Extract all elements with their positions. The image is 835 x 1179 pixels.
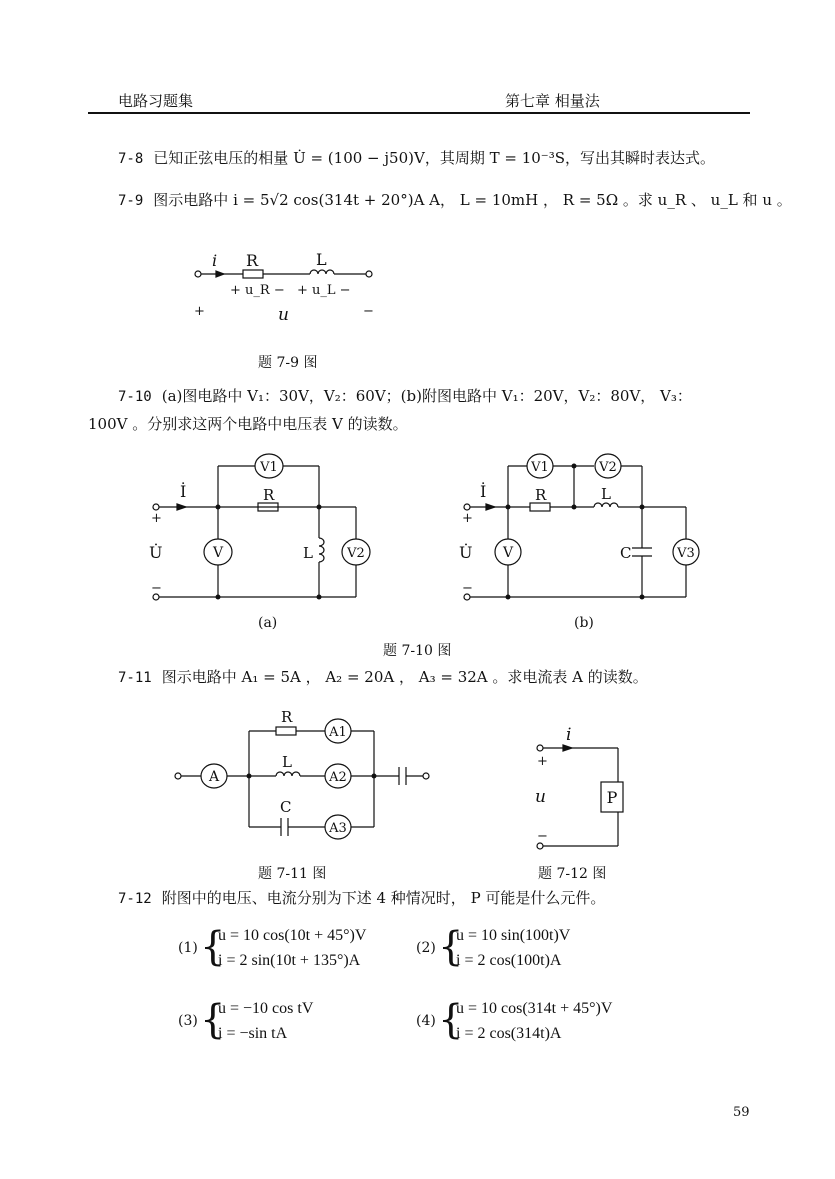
ammeter-a: A xyxy=(208,769,220,785)
voltage-expression: u = −10 cos tV xyxy=(218,1000,314,1017)
problem-text: 图示电路中 i = 5√2 cos(314t + 20°)A A， L = 10mH ， R = 5Ω 。求 u_R 、 u_L 和 u 。 xyxy=(153,191,792,209)
voltmeter-v3: V3 xyxy=(677,546,695,561)
equation-case-2: (2) { u = 10 sin(100t)V i = 2 cos(100t)A xyxy=(416,924,571,970)
voltmeter-v: V xyxy=(502,545,514,561)
case-label: (3) xyxy=(178,1013,198,1029)
minus-sign: − xyxy=(537,829,548,844)
inductor-label: L xyxy=(282,753,292,771)
problem-text: 附图中的电压、电流分别为下述 4 种情况时， P 可能是什么元件。 xyxy=(161,889,606,907)
current-expression: i = 2 cos(314t)A xyxy=(456,1025,562,1042)
current-arrow xyxy=(216,271,224,277)
voltmeter-v1: V1 xyxy=(260,460,278,475)
voltage-expression: u = 10 cos(314t + 45°)V xyxy=(456,1000,613,1017)
inductor-symbol xyxy=(310,270,334,274)
ammeter-a3: A3 xyxy=(329,821,347,836)
equation-case-4: (4) { u = 10 cos(314t + 45°)V i = 2 cos(314t)A xyxy=(416,997,613,1043)
terminal-node xyxy=(366,271,372,277)
case-label: (2) xyxy=(416,940,436,956)
current-expression: i = 2 cos(100t)A xyxy=(456,952,562,969)
resistor-label: R xyxy=(263,486,275,504)
voltage-expression: u = 10 cos(10t + 45°)V xyxy=(218,927,367,944)
page-number: 59 xyxy=(733,1105,750,1120)
inductor-label: L xyxy=(303,544,313,562)
phasor-voltage-label: U̇ xyxy=(149,543,163,562)
problem-7-11 xyxy=(118,667,648,688)
capacitor-label: C xyxy=(280,798,292,816)
problem-text-line1: (a)图电路中 V₁：30V，V₂：60V；(b)附图电路中 V₁：20V，V₂：80V， V₃： xyxy=(161,387,692,405)
inductor-label: L xyxy=(316,250,327,269)
ammeter-a1: A1 xyxy=(329,725,347,740)
plus-sign: + xyxy=(462,511,473,526)
phasor-current-label: İ xyxy=(180,482,187,501)
uR-label: + u_R − xyxy=(230,283,285,298)
figure-caption-7-10: 题 7-10 图 xyxy=(383,643,452,659)
problem-number: 7-11 xyxy=(118,670,152,686)
phasor-current-label: İ xyxy=(480,482,487,501)
equation-case-1: (1) { u = 10 cos(10t + 45°)V i = 2 sin(10t + 135°)A xyxy=(178,924,367,970)
problem-7-10-cont: 100V 。分别求这两个电路中电压表 V 的读数。 xyxy=(88,415,408,433)
resistor-label: R xyxy=(535,486,547,504)
voltmeter-v2: V2 xyxy=(347,546,365,561)
equation-case-3: (3) { u = −10 cos tV i = −sin tA xyxy=(178,997,314,1043)
phasor-voltage-label: U̇ xyxy=(459,543,473,562)
inductor-label: L xyxy=(601,485,611,503)
element-p-label: P xyxy=(606,788,618,807)
voltage-label: u xyxy=(535,787,546,807)
problem-7-10 xyxy=(118,386,692,407)
resistor-label: R xyxy=(246,251,259,270)
resistor-symbol xyxy=(243,270,263,278)
voltmeter-v: V xyxy=(212,545,224,561)
figure-caption-7-11: 题 7-11 图 xyxy=(258,866,327,882)
minus-sign: − xyxy=(151,581,162,596)
problem-number: 7-10 xyxy=(118,389,152,405)
voltmeter-v1: V1 xyxy=(531,460,549,475)
plus-sign: + xyxy=(537,754,548,769)
plus-sign: + xyxy=(151,511,162,526)
problem-number: 7-8 xyxy=(118,151,144,167)
terminal-node xyxy=(195,271,201,277)
running-header-left: 电路习题集 xyxy=(118,92,194,110)
problem-number: 7-9 xyxy=(118,193,144,209)
figure-caption-7-9: 题 7-9 图 xyxy=(258,355,318,371)
subfigure-label-b: (b) xyxy=(574,615,594,631)
plus-sign: + xyxy=(194,304,205,319)
current-label: i xyxy=(566,725,572,745)
voltmeter-v2: V2 xyxy=(599,460,617,475)
problem-number: 7-12 xyxy=(118,891,152,907)
voltage-label: u xyxy=(278,305,289,325)
current-expression: i = 2 sin(10t + 135°)A xyxy=(218,952,361,969)
voltage-expression: u = 10 sin(100t)V xyxy=(456,927,571,944)
problem-text: 已知正弦电压的相量 U̇ = (100 − j50)V，其周期 T = 10⁻³S，写出其瞬时表达式。 xyxy=(153,149,715,167)
subfigure-label-a: (a) xyxy=(258,615,278,631)
ammeter-a2: A2 xyxy=(329,770,347,785)
case-label: (1) xyxy=(178,940,198,956)
minus-sign: − xyxy=(363,304,374,319)
current-expression: i = −sin tA xyxy=(218,1025,288,1042)
capacitor-label: C xyxy=(620,544,632,562)
figure-caption-7-12: 题 7-12 图 xyxy=(538,866,607,882)
minus-sign: − xyxy=(462,581,473,596)
resistor-label: R xyxy=(281,708,293,726)
case-label: (4) xyxy=(416,1013,436,1029)
problem-text: 图示电路中 A₁ = 5A ， A₂ = 20A ， A₃ = 32A 。求电流表 A 的读数。 xyxy=(161,668,648,686)
running-header-right: 第七章 相量法 xyxy=(505,92,600,110)
current-label: i xyxy=(212,251,218,270)
problem-7-12 xyxy=(118,888,605,909)
uL-label: + u_L − xyxy=(297,283,351,298)
